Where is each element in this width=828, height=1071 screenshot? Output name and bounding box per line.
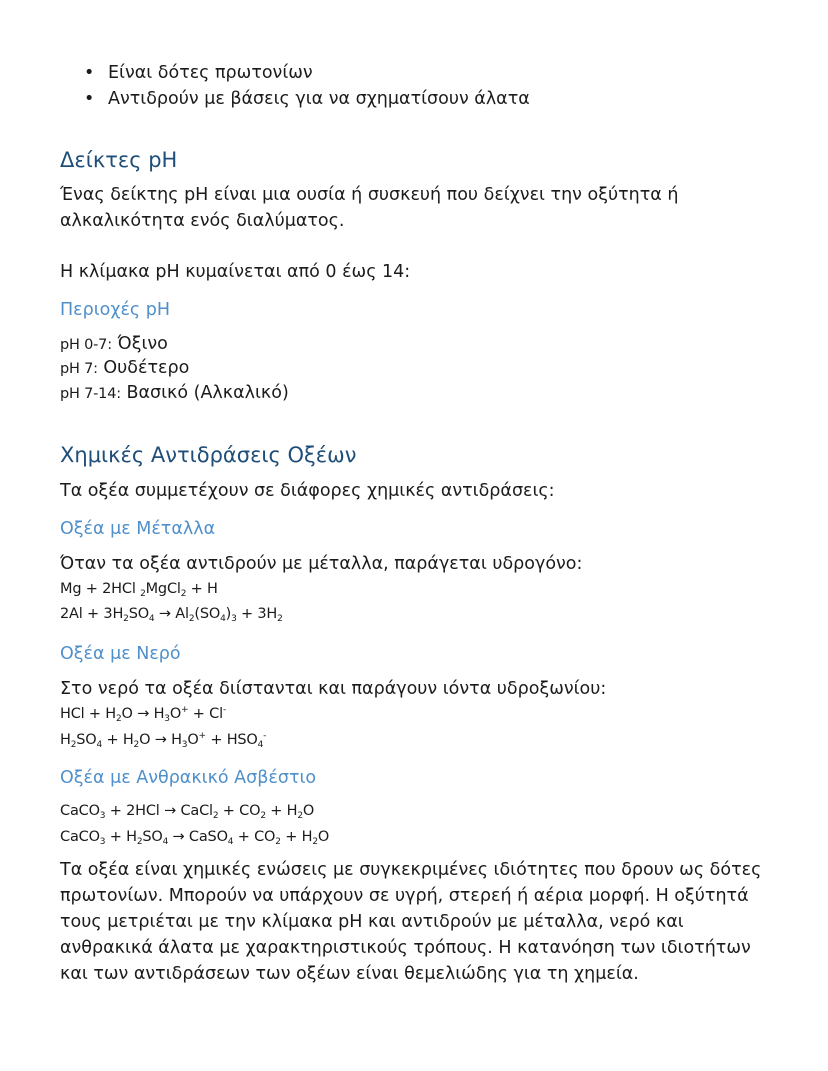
ph-range-basic: [60, 381, 289, 406]
acids-carbonate-subheading: Οξέα με Ανθρακικό Ασβέστιο: [60, 768, 317, 788]
summary-paragraph: Τα οξέα είναι χημικές ενώσεις με συγκεκριμένες ιδιότητες που δρουν ως δότες πρωτονίων. Μπορούν να υπάρχουν σε υγρή, στερεή ή αέρια μορφή. Η οξύτητά τους μετριέται με την κλίμακα pH και αντιδρούν με μέταλλα, νερό και ανθρακικά άλατα με χαρακτηριστικούς τρόπους. Η κατανόηση των ιδιοτήτων και των αντιδράσεων των οξέων είναι θεμελιώδης για τη χημεία.: [60, 860, 762, 984]
ph-range-acidic: [60, 332, 168, 357]
ph-intro-line-2: αλκαλικότητα ενός διαλύματος.: [60, 211, 345, 231]
equation-al-h2so4: $2Al + 3H_2SO_4 \to Al_2(SO_4)_3 + 3H_2$: [60, 606, 283, 624]
bullet-text: Αντιδρούν με βάσεις για να σχηματίσουν άλατα: [108, 89, 530, 109]
properties-bullet-list: [60, 60, 530, 112]
ph-scale-text: Η κλίμακα pH κυμαίνεται από 0 έως 14:: [60, 262, 411, 282]
ph-range-label: pH 7:: [60, 361, 98, 377]
ph-ranges-subheading: Περιοχές pH: [60, 300, 171, 320]
equation-caco3-h2so4: CaCO$_3$ + $H_2SO_4$ → CaSO$_4$ + $CO_2 + H_2O$: [60, 829, 330, 847]
ph-range-neutral: [60, 356, 189, 381]
ph-range-value: Βασικό (Αλκαλικό): [126, 383, 289, 403]
equation-hcl-water: HCl + $H_2O \to H_3O^+ + Cl^-$: [60, 705, 227, 724]
list-item: [60, 60, 530, 86]
ph-range-label: pH 7-14:: [60, 386, 121, 402]
acids-metals-subheading: Οξέα με Μέταλλα: [60, 519, 216, 539]
acid-reactions-heading: Χημικές Αντιδράσεις Οξέων: [60, 443, 357, 467]
ph-intro-line-1: Ένας δείκτης pH είναι μια ουσία ή συσκευή που δείχνει την οξύτητα ή: [60, 185, 679, 205]
ph-range-value: Όξινο: [117, 334, 168, 354]
ph-range-label: pH 0-7:: [60, 337, 112, 353]
equation-caco3-hcl: CaCO$_3$ + 2HCl → CaCl$_2$ + $CO_2 + H_2O$: [60, 803, 315, 821]
ph-range-value: Ουδέτερο: [103, 358, 190, 378]
list-item: [60, 86, 530, 112]
acids-metals-text: Όταν τα οξέα αντιδρούν με μέταλλα, παράγεται υδρογόνο:: [60, 554, 583, 574]
bullet-icon: •: [84, 89, 95, 109]
equation-h2so4-water: $H_2SO_4 + H_2O \to H_3O^+ + HSO_4^-$: [60, 731, 267, 750]
bullet-icon: •: [84, 63, 95, 83]
acids-water-subheading: Οξέα με Νερό: [60, 644, 181, 664]
equation-mg-hcl: Mg + 2HCl $_2$MgCl$_2$ + H: [60, 581, 218, 599]
ph-indicators-heading: Δείκτες pH: [60, 148, 178, 172]
acid-reactions-intro: Τα οξέα συμμετέχουν σε διάφορες χημικές αντιδράσεις:: [60, 481, 555, 501]
bullet-text: Είναι δότες πρωτονίων: [108, 63, 313, 83]
acids-water-text: Στο νερό τα οξέα διίστανται και παράγουν ιόντα υδροξωνίου:: [60, 679, 607, 699]
